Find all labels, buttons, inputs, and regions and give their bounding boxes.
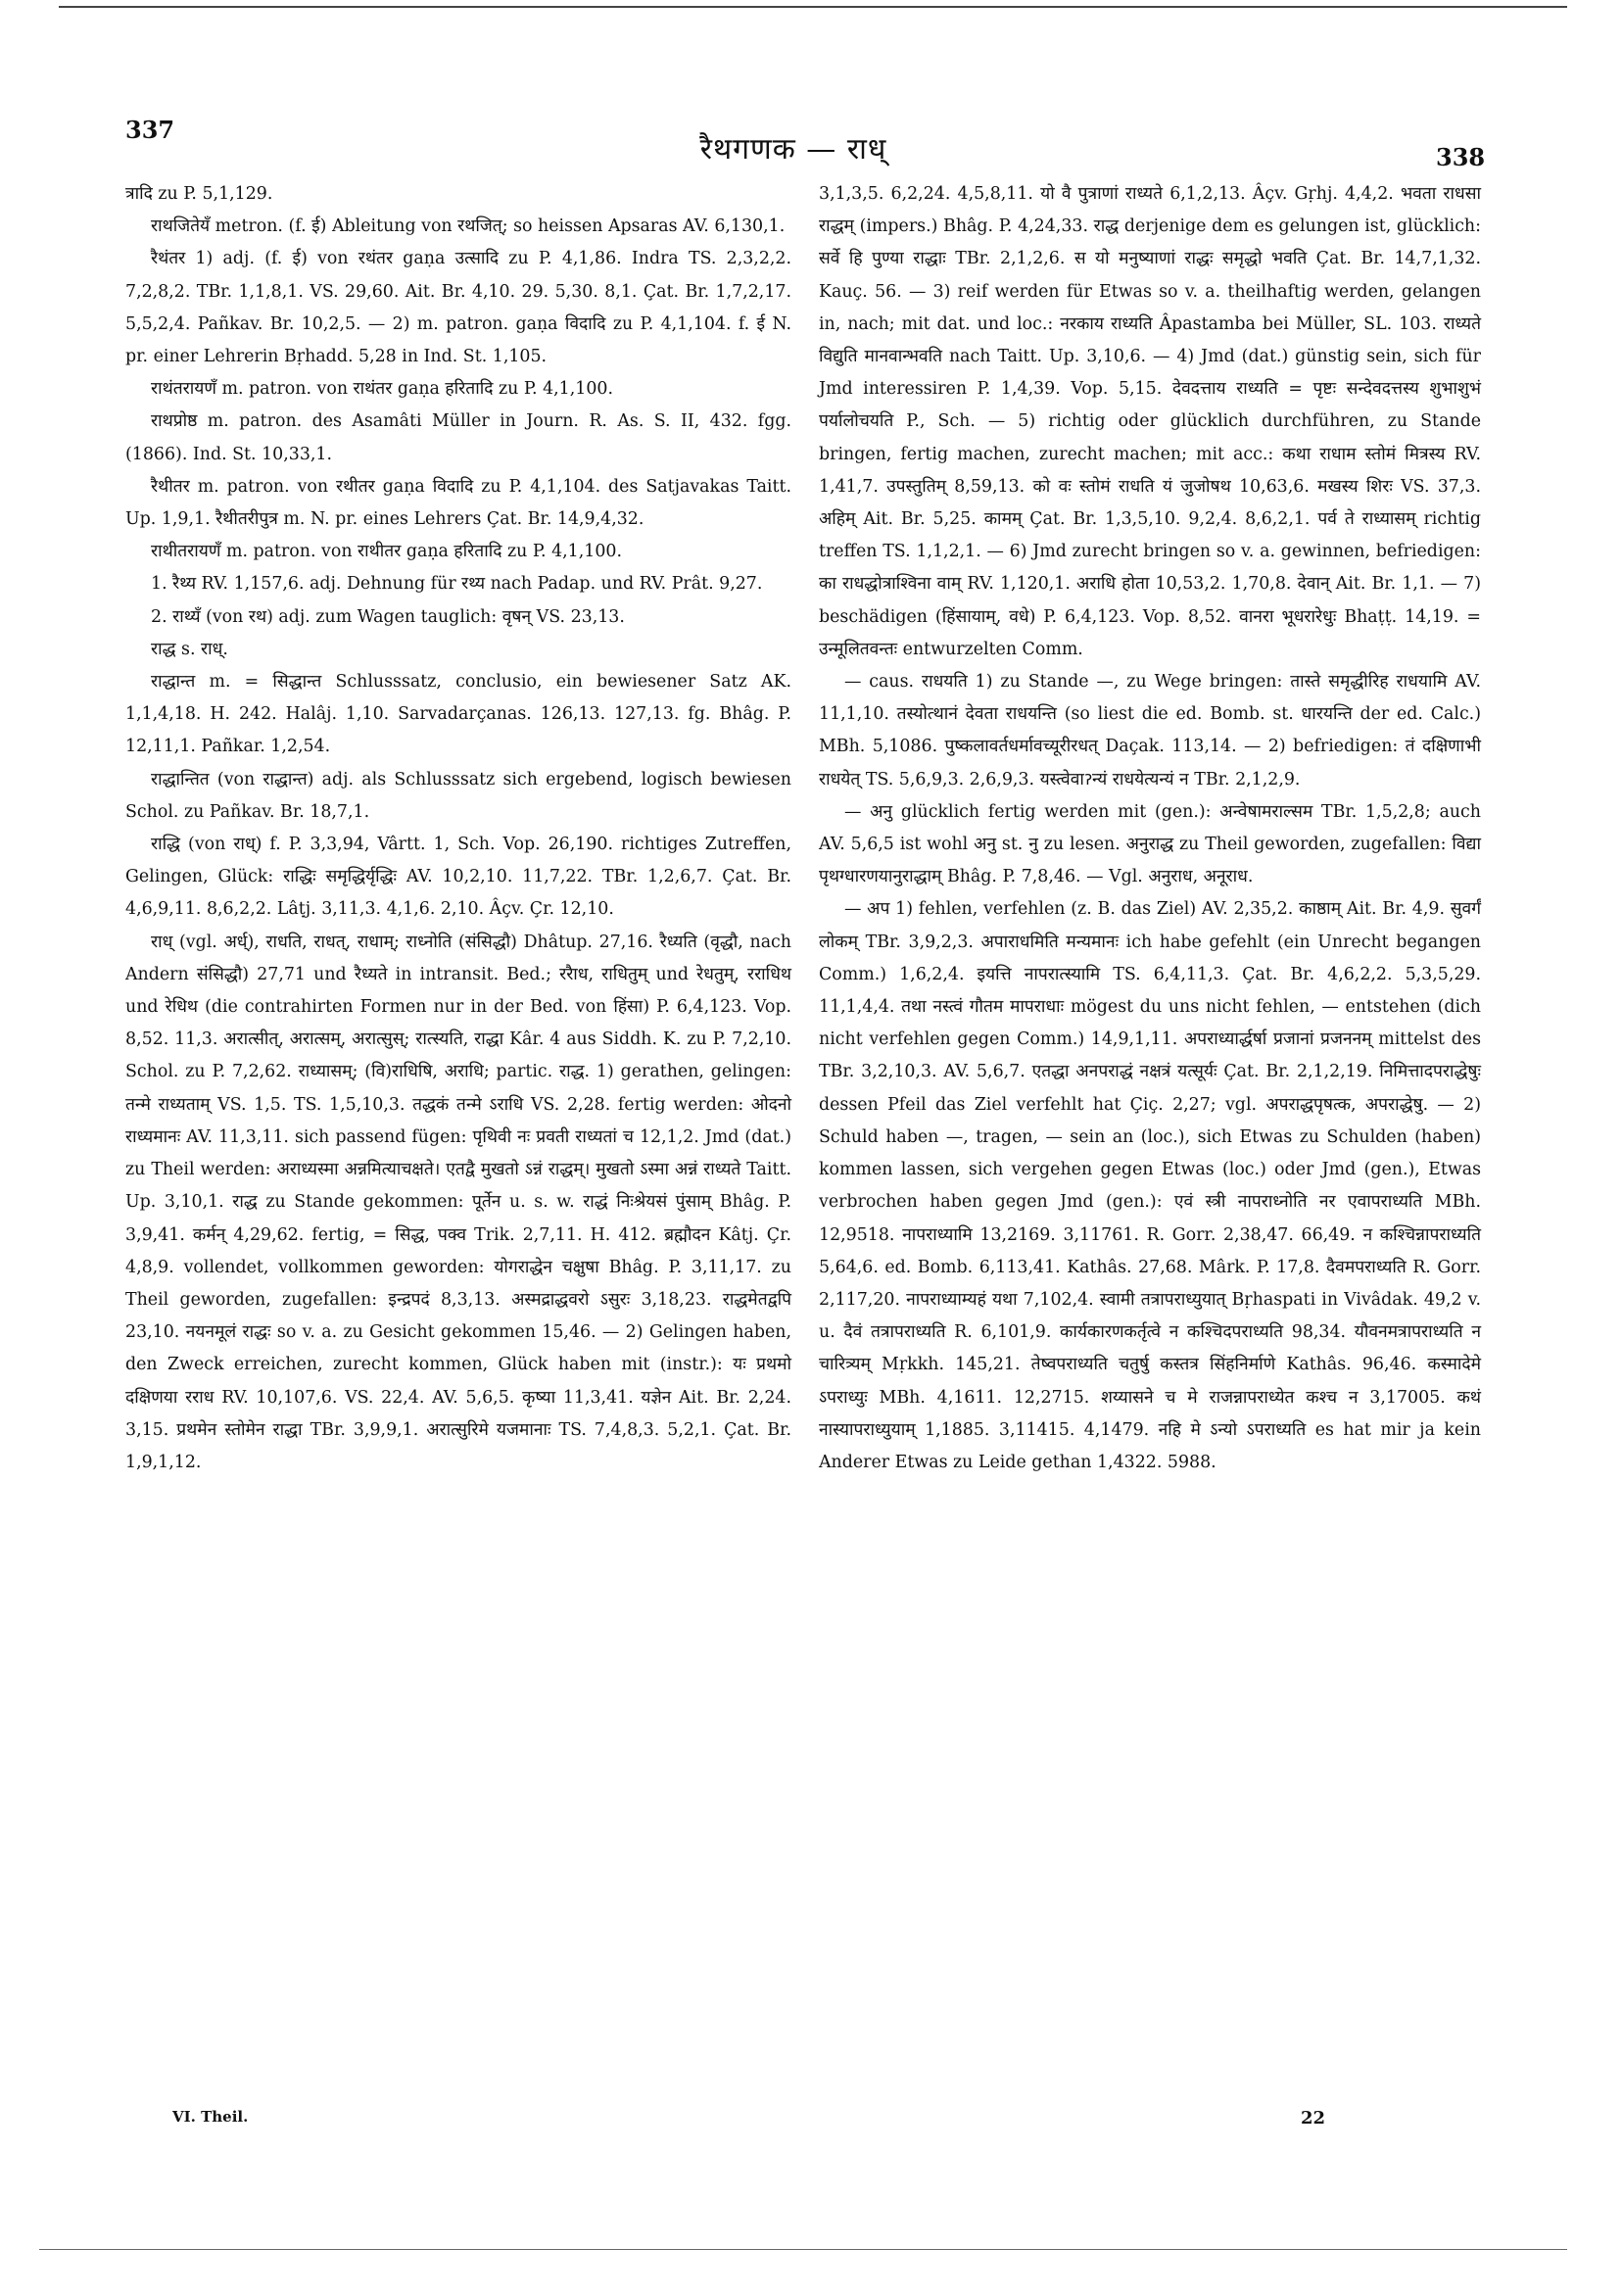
entry-paragraph: राथंतरायणँ m. patron. von राथंतर gaṇa हरितादि zu P. 4,1,100. bbox=[151, 379, 613, 400]
entry-paragraph: — अप 1) fehlen, verfehlen (z. B. das Ziel) AV. 2,35,2. काष्ठाम् Ait. Br. 4,9. सुवर्गं लोकम् TBr. 3,9,2,3. अपाराधमिति मन्यमानः ich habe gefehlt (ein Unrecht begangen Comm.) 1,6,2,4. इयत्ति नापरात्स्यामि TS. 6,4,11,3. Çat. Br. 4,6,2,2. 5,3,5,29. 11,1,4,4. तथा नस्त्वं गौतम मापराधाः mögest du uns nicht fehlen, — entstehen (dich nicht verfehlen gegen Comm.) 14,9,1,11. अपराध्यार्द्धर्षा प्रजानां प्रजननम् mittelst des TBr. 3,2,10,3. AV. 5,6,7. एतद्धा अनपराद्धं नक्षत्रं यत्सूर्यः Çat. Br. 2,1,2,19. निमित्तादपराद्धेषुः dessen Pfeil das Ziel verfehlt hat Çiç. 2,27; vgl. अपराद्धपृषत्क, अपराद्धेषु. — 2) Schuld haben —, tragen, — sein an (loc.), sich Etwas zu Schulden (haben) kommen lassen, sich vergehen gegen Etwas (loc.) oder Jmd (gen.), Etwas verbrochen haben gegen Jmd (gen.): एवं स्त्री नापराध्नोति नर एवापराध्यति MBh. 12,9518. नापराध्यामि 13,2169. 3,11761. R. Gorr. 2,38,47. 66,49. न कश्चिन्नापराध्यति 5,64,6. ed. Bomb. 6,113,41. Kathâs. 27,68. Mârk. P. 17,8. दैवमपराध्यति R. Gorr. 2,117,20. नापराध्याम्यहं यथा 7,102,4. स्वामी तत्रापराध्युयात् Bṛhaspati in Vivâdak. 49,2 v. u. दैवं तत्रापराध्यति R. 6,101,9. कार्यकारणकर्तृत्वे न कश्चिदपराध्यति 98,34. यौवनमत्रापराध्यति न चारित्र्यम् Mṛkkh. 145,21. तेष्वपराध्यति चतुर्षु कस्तत्र सिंहनिर्माणे Kathâs. 96,46. कस्मादेमे ऽपराध्युः MBh. 4,1611. 12,2715. शय्यासने च मे राजन्नापराध्येत कश्च न 3,17005. कथं नास्यापराध्युयाम् 1,1885. 3,11415. 4,1479. नहि मे ऽन्यो ऽपराध्यति es hat mir ja kein Anderer Etwas zu Leide gethan 1,4322. 5988. bbox=[819, 899, 1481, 1472]
page-number-right: 338 bbox=[1436, 143, 1486, 171]
running-head: रैथगणक — राध् bbox=[699, 132, 887, 167]
entry-paragraph: राद्धान्तित (von राद्धान्त) adj. als Schlusssatz sich ergebend, logisch bewiesen Schol. zu Pañkav. Br. 18,7,1. bbox=[125, 769, 791, 822]
entry-paragraph: राद्ध s. राध्. bbox=[151, 639, 228, 659]
entry-paragraph: रैथंतर 1) adj. (f. ई) von रथंतर gaṇa उत्सादि zu P. 4,1,86. Indra TS. 2,3,2,2. 7,2,8,2. TBr. 1,1,8,1. VS. 29,60. Ait. Br. 4,10. 29. 5,30. 8,1. Çat. Br. 1,7,2,17. 5,5,2,4. Pañkav. Br. 10,2,5. — 2) m. patron. gaṇa विदादि zu P. 4,1,104. f. ई N. pr. einer Lehrerin Bṛhadd. 5,28 in Ind. St. 1,105. bbox=[125, 249, 791, 367]
entry-paragraph: राथीतरायणँ m. patron. von राथीतर gaṇa हरितादि zu P. 4,1,100. bbox=[151, 542, 622, 562]
entry-paragraph: राथजितेयँ metron. (f. ई) Ableitung von रथजित्; so heissen Apsaras AV. 6,130,1. bbox=[151, 216, 786, 237]
bottom-rule bbox=[39, 2249, 1567, 2250]
page-number-left: 337 bbox=[125, 116, 175, 144]
entry-paragraph: 2. राथ्यँ (von रथ) adj. zum Wagen tauglich: वृषन् VS. 23,13. bbox=[151, 606, 625, 627]
footer-signature: 22 bbox=[1301, 2108, 1326, 2129]
left-column bbox=[125, 178, 791, 1479]
footer-volume: VI. Theil. bbox=[172, 2108, 249, 2126]
entry-paragraph: 1. रैथ्य RV. 1,157,6. adj. Dehnung für रथ्य nach Padap. und RV. Prât. 9,27. bbox=[151, 574, 763, 595]
entry-paragraph: — caus. राधयति 1) zu Stande —, zu Wege bringen: तास्ते समृद्धीरिह राधयामि AV. 11,1,10. तस्योत्थानं देवता राधयन्ति (so liest die ed. Bomb. st. धारयन्ति der ed. Calc.) MBh. 5,1086. पुष्कलावर्तधर्मावच्यूरीरधत् Daçak. 113,14. — 2) befriedigen: तं दक्षिणाभी राधयेत् TS. 5,6,9,3. 2,6,9,3. यस्त्वेवाॽन्यं राधयेत्यन्यं न TBr. 2,1,2,9. bbox=[819, 672, 1481, 789]
top-rule bbox=[59, 6, 1567, 8]
entry-paragraph: राध् (vgl. अर्ध्), राधति, राधत्, राधाम्; राध्नोति (संसिद्धौ) Dhâtup. 27,16. रैध्यति (वृद्धौ, nach Andern संसिद्धौ) 27,71 und रैध्यते in intransit. Bed.; ररैाध, राधितुम् und रेधतुम्, रराधिथ und रेधिथ (die contrahirten Formen nur in der Bed. von हिंसा) P. 6,4,123. Vop. 8,52. 11,3. अरात्सीत्, अरात्सम्, अरात्सुस्; रात्स्यति, राद्धा Kâr. 4 aus Siddh. K. zu P. 7,2,10. Schol. zu P. 7,2,62. राध्यासम्; (वि)राधिषि, अराधि; partic. राद्ध. 1) gerathen, gelingen: तन्मे राध्यताम् VS. 1,5. TS. 1,5,10,3. तद्धकं तन्मे ऽराधि VS. 2,28. fertig werden: ओदनो राध्यमानः AV. 11,3,11. sich passend fügen: पृथिवी नः प्रवती राध्यतां च 12,1,2. Jmd (dat.) zu Theil werden: अराध्यस्मा अन्नमित्याचक्षते। एतद्वै मुखतो ऽन्नं राद्धम्। मुखतो ऽस्मा अन्नं राध्यते Taitt. Up. 3,10,1. राद्ध zu Stande gekommen: पूर्तेन u. s. w. राद्धं निःश्रेयसं पुंसाम् Bhâg. P. 3,9,41. कर्मन् 4,29,62. fertig, = सिद्ध, पक्व Trik. 2,7,11. H. 412. ब्रह्मौदन Kâtj. Çr. 4,8,9. vollendet, vollkommen geworden: योगराद्धेन चक्षुषा Bhâg. P. 3,11,17. zu Theil geworden, zugefallen: इन्द्रपदं 8,3,13. अस्मद्राद्धवरो ऽसुरः 3,18,23. राद्धमेतद्वपि 23,10. नयनमूलं राद्धः so v. a. zu Gesicht gekommen 15,46. — 2) Gelingen haben, den Zweck erreichen, zurecht kommen, Glück haben mit (instr.): यः प्रथमो दक्षिणया रराध RV. 10,107,6. VS. 22,4. AV. 5,6,5. कृष्या 11,3,41. यज्ञेन Ait. Br. 2,24. 3,15. प्रथमेन स्तोमेन राद्धा TBr. 3,9,9,1. अरात्सुरिमे यजमानाः TS. 7,4,8,3. 5,2,1. Çat. Br. 1,9,1,12. bbox=[125, 932, 791, 1472]
entry-paragraph: राद्धान्त m. = सिद्धान्त Schlusssatz, conclusio, ein bewiesener Satz AK. 1,1,4,18. H. 242. Halâj. 1,10. Sarvadarçanas. 126,13. 127,13. fg. Bhâg. P. 12,11,1. Pañkar. 1,2,54. bbox=[125, 672, 791, 757]
entry-paragraph: — अनु glücklich fertig werden mit (gen.): अन्वेषामराल्सम TBr. 1,5,2,8; auch AV. 5,6,5 ist wohl अनु st. नु zu lesen. अनुराद्ध zu Theil geworden, zugefallen: विद्या पृथग्धारणयानुराद्धाम् Bhâg. P. 7,8,46. — Vgl. अनुराध, अनूराध. bbox=[819, 801, 1481, 887]
entry-paragraph: राद्धि (von राध्) f. P. 3,3,94, Vârtt. 1, Sch. Vop. 26,190. richtiges Zutreffen, Gelingen, Glück: राद्धिः समृद्धिर्यृद्धिः AV. 10,2,10. 11,7,22. TBr. 1,2,6,7. Çat. Br. 4,6,9,11. 8,6,2,2. Lâṭj. 3,11,3. 4,1,6. 2,10. Âçv. Çr. 12,10. bbox=[125, 835, 791, 920]
entry-paragraph: त्रादि zu P. 5,1,129. bbox=[125, 184, 273, 204]
entry-paragraph: राथप्रोष्ठ m. patron. des Asamâti Müller in Journ. R. As. S. II, 432. fgg. (1866). Ind. St. 10,33,1. bbox=[125, 411, 791, 464]
entry-paragraph: 3,1,3,5. 6,2,24. 4,5,8,11. यो वै पुत्राणां राध्यते 6,1,2,13. Âçv. Gṛhj. 4,4,2. भवता राधसा राद्धम् (impers.) Bhâg. P. 4,24,33. राद्ध derjenige dem es gelungen ist, glücklich: सर्वे हि पुण्या राद्धाः TBr. 2,1,2,6. स यो मनुष्याणां राद्धः समृद्धो भवति Çat. Br. 14,7,1,32. Kauç. 56. — 3) reif werden für Etwas so v. a. theilhaftig werden, gelangen in, nach; mit dat. und loc.: नरकाय राध्यति Âpastamba bei Müller, SL. 103. राध्यते विद्युति मानवान्भवति nach Taitt. Up. 3,10,6. — 4) Jmd (dat.) günstig sein, sich für Jmd interessiren P. 1,4,39. Vop. 5,15. देवदत्ताय राध्यति = पृष्टः सन्देवदत्तस्य शुभाशुभं पर्यालोचयति P., Sch. — 5) richtig oder glücklich durchführen, zu Stande bringen, fertig machen, zurecht machen; mit acc.: कथा राधाम स्तोमं मित्रस्य RV. 1,41,7. उपस्तुतिम् 8,59,13. को वः स्तोमं राधति यं जुजोषथ 10,63,6. मखस्य शिरः VS. 37,3. अहिम् Ait. Br. 5,25. कामम् Çat. Br. 1,3,5,10. 9,2,4. 8,6,2,1. पर्व ते राध्यासम् richtig treffen TS. 1,1,2,1. — 6) Jmd zurecht bringen so v. a. gewinnen, befriedigen: का राधद्धोत्राश्विना वाम् RV. 1,120,1. अराधि होता 10,53,2. 1,70,8. देवान् Ait. Br. 1,1. — 7) beschädigen (हिंसायाम्, वधे) P. 6,4,123. Vop. 8,52. वानरा भूधरारेधुः Bhaṭṭ. 14,19. = उन्मूलितवन्तः entwurzelten Comm. bbox=[819, 184, 1481, 659]
entry-paragraph: रैथीतर m. patron. von रथीतर gaṇa विदादि zu P. 4,1,104. des Satjavakas Taitt. Up. 1,9,1. रैथीतरीपुत्र m. N. pr. eines Lehrers Çat. Br. 14,9,4,32. bbox=[125, 476, 791, 530]
right-column bbox=[819, 178, 1481, 1479]
